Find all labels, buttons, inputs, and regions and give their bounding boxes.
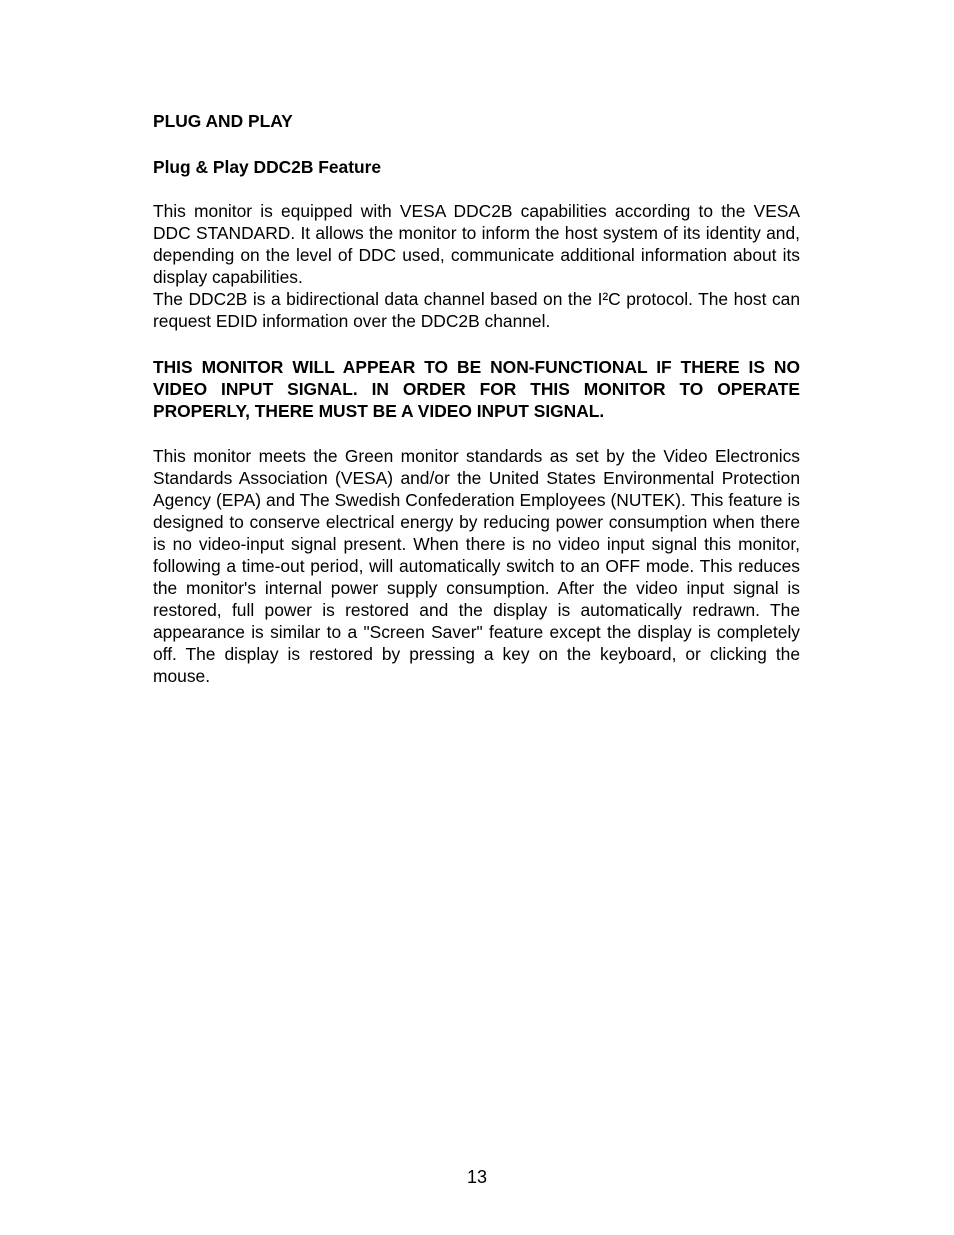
page-number: 13 [466, 1167, 488, 1187]
paragraph-ddc2b-channel: The DDC2B is a bidirectional data channel based on the I²C protocol. The host can request EDID information over the DDC2B channel. [153, 289, 800, 331]
paragraph-ddc2b-capabilities: This monitor is equipped with VESA DDC2B capabilities according to the VESA DDC STANDARD. It allows the monitor to inform the host system of its identity and, depending on the level of DDC used, communicate additional information about its display capabilities. [153, 201, 800, 287]
section-subheading: Plug & Play DDC2B Feature [153, 157, 382, 177]
document-page [153, 110, 800, 687]
paragraph-green-standards: This monitor meets the Green monitor standards as set by the Video Electronics Standards Association (VESA) and/or the United States Environmental Protection Agency (EPA) and The Swedish Confederation Employees (NUTEK). This feature is designed to conserve electrical energy by reducing power consumption when there is no video-input signal present. When there is no video input signal this monitor, following a time-out period, will automatically switch to an OFF mode. This reduces the monitor's internal power supply consumption. After the video input signal is restored, full power is restored and the display is automatically redrawn. The appearance is similar to a "Screen Saver" feature except the display is completely off. The display is restored by pressing a key on the keyboard, or clicking the mouse. [153, 446, 800, 686]
section-heading: PLUG AND PLAY [153, 111, 293, 131]
warning-notice: THIS MONITOR WILL APPEAR TO BE NON-FUNCTIONAL IF THERE IS NO VIDEO INPUT SIGNAL. IN ORDER FOR THIS MONITOR TO OPERATE PROPERLY, THERE MUST BE A VIDEO INPUT SIGNAL. [153, 357, 800, 421]
